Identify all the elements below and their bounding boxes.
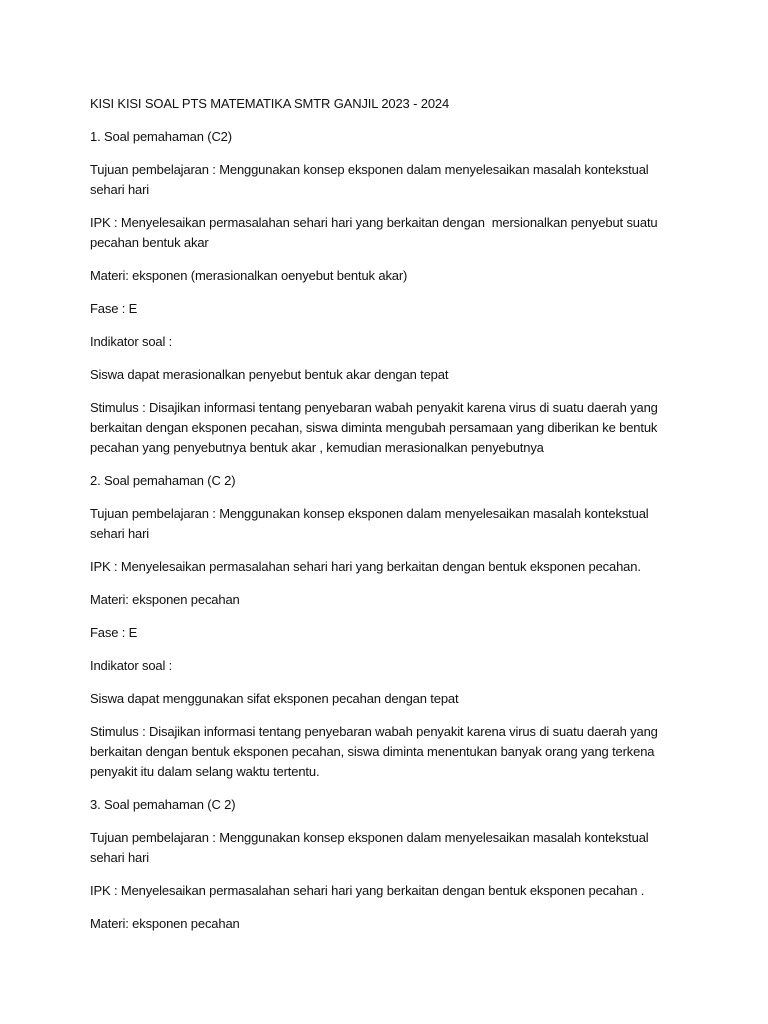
section-1-phase: Fase : E xyxy=(90,301,138,316)
section-2-phase: Fase : E xyxy=(90,625,138,640)
section-2-learning-goal: Tujuan pembelajaran : Menggunakan konsep eksponen dalam menyelesaikan masalah kontekstual sehari hari xyxy=(90,506,652,541)
section-1-indicator-label: Indikator soal : xyxy=(90,334,173,349)
document-page xyxy=(90,94,680,934)
section-2-heading: 2. Soal pemahaman (C 2) xyxy=(90,473,236,488)
section-3-learning-goal: Tujuan pembelajaran : Menggunakan konsep eksponen dalam menyelesaikan masalah kontekstual sehari hari xyxy=(90,830,652,865)
section-2-ipk: IPK : Menyelesaikan permasalahan sehari hari yang berkaitan dengan bentuk eksponen pecahan. xyxy=(90,559,641,574)
section-1-material: Materi: eksponen (merasionalkan oenyebut bentuk akar) xyxy=(90,268,408,283)
section-2-stimulus: Stimulus : Disajikan informasi tentang penyebaran wabah penyakit karena virus di suatu daerah yang berkaitan dengan bentuk eksponen pecahan, siswa diminta menentukan banyak orang yang terkena penyakit itu dalam selang waktu tertentu. xyxy=(90,724,662,779)
section-1-stimulus: Stimulus : Disajikan informasi tentang penyebaran wabah penyakit karena virus di suatu daerah yang berkaitan dengan eksponen pecahan, siswa diminta mengubah persamaan yang diberikan ke bentuk pecahan yang penyebutnya bentuk akar , kemudian merasionalkan penyebutnya xyxy=(90,400,662,455)
section-1-learning-goal: Tujuan pembelajaran : Menggunakan konsep eksponen dalam menyelesaikan masalah kontekstual sehari hari xyxy=(90,162,652,197)
document-title: KISI KISI SOAL PTS MATEMATIKA SMTR GANJIL 2023 - 2024 xyxy=(90,96,450,111)
section-1-ipk: IPK : Menyelesaikan permasalahan sehari hari yang berkaitan dengan mersionalkan penyebut suatu pecahan bentuk akar xyxy=(90,215,661,250)
section-2-indicator: Siswa dapat menggunakan sifat eksponen pecahan dengan tepat xyxy=(90,691,459,706)
section-3-heading: 3. Soal pemahaman (C 2) xyxy=(90,797,236,812)
section-2-indicator-label: Indikator soal : xyxy=(90,658,173,673)
section-1-heading: 1. Soal pemahaman (C2) xyxy=(90,129,232,144)
section-3-ipk: IPK : Menyelesaikan permasalahan sehari hari yang berkaitan dengan bentuk eksponen pecahan . xyxy=(90,883,645,898)
section-1-indicator: Siswa dapat merasionalkan penyebut bentuk akar dengan tepat xyxy=(90,367,449,382)
section-2-material: Materi: eksponen pecahan xyxy=(90,592,240,607)
section-3-material: Materi: eksponen pecahan xyxy=(90,916,240,931)
